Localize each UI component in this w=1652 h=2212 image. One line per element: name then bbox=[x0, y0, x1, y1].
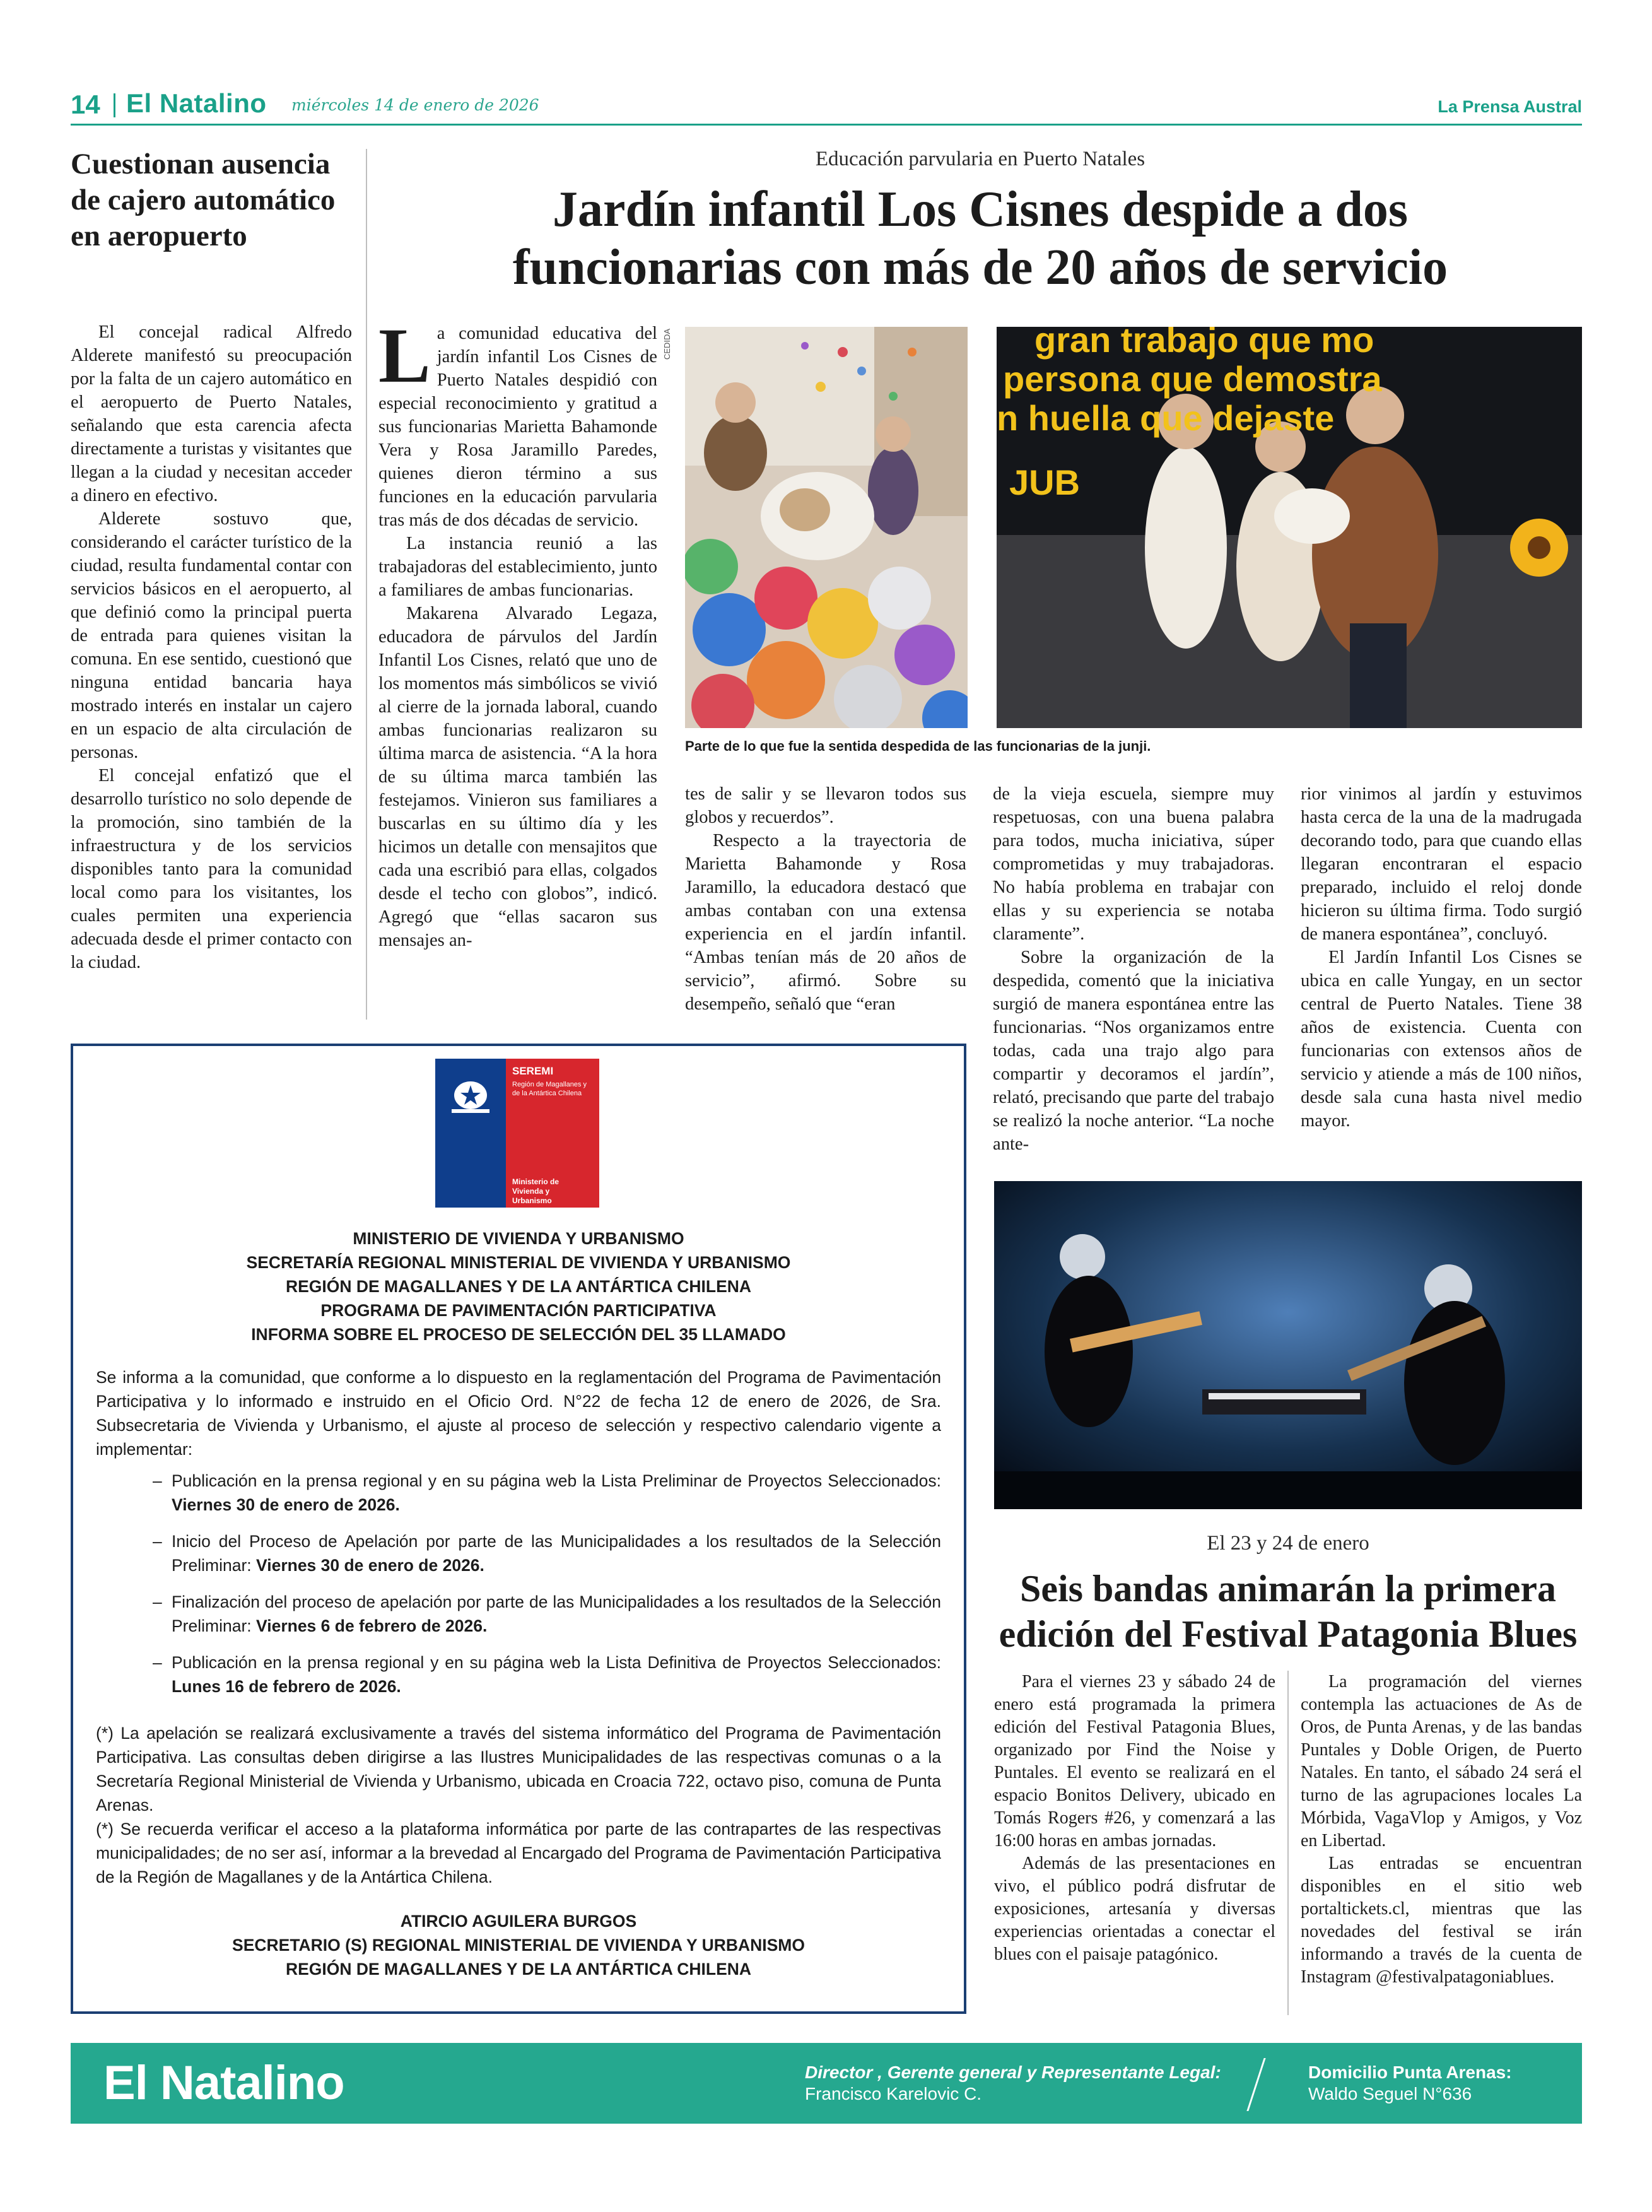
blues-paragraph: La programación del viernes contempla las actuaciones de As de Oros, de Punta Arenas, y de las bandas Puntales y Doble Origen, de Puerto Natales. En tanto, el sábado 24 será el turno de las agrupaciones locales La Mórbida, VagaVlop y Amigos, y Voz en Libertad. bbox=[1301, 1672, 1582, 1850]
blues-paragraph: Para el viernes 23 y sábado 24 de enero está programada la primera edición del Festival Patagonia Blues, organizado por Find the Noise y Puntales. El evento se realizará en el espacio Bonitos Delivery, ubicado en Tomás Rogers #26, y comenzará a las 16:00 horas en ambas jornadas. bbox=[994, 1672, 1275, 1850]
notice-signature bbox=[96, 1909, 941, 1981]
notice-heading-line: PROGRAMA DE PAVIMENTACIÓN PARTICIPATIVA bbox=[320, 1301, 717, 1320]
main-article-paragraph: tes de salir y se llevaron todos sus globos y recuerdos”. bbox=[685, 784, 966, 827]
section-name: El Natalino bbox=[126, 88, 267, 118]
notice-content bbox=[96, 1227, 941, 1981]
main-article-kicker: Educación parvularia en Puerto Natales bbox=[815, 148, 1145, 170]
left-article-paragraph: El concejal enfatizó que el desarrollo turístico no solo depende de la promoción, sino también de la infraestructura y de los servicios disponibles tanto para la comunidad local como para los visitantes, los cuales permiten una experiencia adecuada desde el primer contacto con la ciudad. bbox=[71, 766, 352, 972]
publication-name: La Prensa Austral bbox=[1438, 97, 1582, 116]
blues-col-1 bbox=[994, 1671, 1275, 1966]
banner-line: JUB bbox=[1009, 462, 1081, 502]
coat-of-arms-icon bbox=[445, 1071, 496, 1115]
headline-line: edición del Festival Patagonia Blues bbox=[999, 1613, 1578, 1655]
logo-ministry: Ministerio de Vivienda y Urbanismo bbox=[512, 1177, 559, 1205]
blues-paragraph: Las entradas se encuentran disponibles en el sitio web portaltickets.cl, mientras que las novedades del festival se irán informando a través de la cuenta de Instagram @festivalpatagoniablues. bbox=[1301, 1854, 1582, 1987]
headline-line: funcionarias con más de 20 años de servicio bbox=[512, 240, 1448, 295]
main-article-paragraph: rior vinimos al jardín y estuvimos hasta cerca de la una de la madrugada decorando todo, para que cuando ellas llegaran encontraran el espacio preparado, incluido el reloj donde hicieron su última firma. Todo surgió de manera espontánea”, concluyó. bbox=[1301, 784, 1582, 944]
notice-heading-line: REGIÓN DE MAGALLANES Y DE LA ANTÁRTICA CHILENA bbox=[285, 1277, 752, 1296]
government-notice bbox=[71, 1044, 966, 2014]
photo-farewell-balloons bbox=[685, 327, 968, 728]
banner-line: n huella que dejaste bbox=[997, 398, 1335, 438]
blues-col-2 bbox=[1301, 1671, 1582, 1989]
header-rule bbox=[71, 124, 1582, 126]
main-article-col-1 bbox=[378, 312, 657, 952]
issue-date: miércoles 14 de enero de 2026 bbox=[291, 96, 539, 114]
calendar-item: – Publicación en la prensa regional y en su página web la Lista Preliminar de Proyectos Seleccionados: Viernes 30 de enero de 2026. bbox=[153, 1471, 941, 1514]
main-article-paragraph: de la vieja escuela, siempre muy respetuosas, con una buena palabra para todos, mucha iniciativa, súper comprometidas y muy trabajadoras. No había problema en trabajar con ellas y su experiencia se notaba claramente”. bbox=[993, 784, 1274, 944]
address-value: Waldo Seguel N°636 bbox=[1308, 2084, 1472, 2103]
column-divider bbox=[1287, 1671, 1289, 2015]
footer-band bbox=[71, 2043, 1582, 2124]
logo-title: SEREMI bbox=[512, 1065, 554, 1077]
page-header bbox=[71, 90, 1582, 125]
calendar-item: – Finalización del proceso de apelación por parte de las Municipalidades a los resultados de la Selección Preliminar: Viernes 6 de febrero de 2026. bbox=[153, 1592, 941, 1635]
logo-blue-lower bbox=[435, 1139, 506, 1208]
blues-paragraph: Además de las presentaciones en vivo, el público podrá disfrutar de exposiciones, artesanía y diversas experiencias orientadas a conectar el blues con el paisaje patagónico. bbox=[994, 1854, 1275, 1964]
main-article-col-2 bbox=[685, 782, 966, 1016]
signature-line: REGIÓN DE MAGALLANES Y DE LA ANTÁRTICA CHILENA bbox=[285, 1960, 752, 1979]
main-article-paragraph: Respecto a la trayectoria de Marietta Bahamonde y Rosa Jaramillo, la educadora destacó que ambas contaban con una extensa experiencia en el jardín infantil. “Ambas tenían más de 20 años de servicio”, afirmó. Sobre su desempeño, señaló que “eran bbox=[685, 831, 966, 1014]
header-divider bbox=[114, 93, 115, 117]
main-article-paragraph: El Jardín Infantil Los Cisnes se ubica en calle Yungay, en un sector central de Puerto Natales. Tiene 38 años de existencia. Cuenta con funcionarias con extensos años de servicio y atiende a más de 100 niños, desde sala cuna hasta nivel medio mayor. bbox=[1301, 948, 1582, 1131]
main-article-paragraph: Sobre la organización de la despedida, comentó que la iniciativa surgió de manera espontánea entre las funcionarias. “Nos organizamos entre todas, cada una trajo algo para compartir y decoramos el jardín”, relató, precisando que parte del trabajo se realizó la noche anterior. “La noche ante- bbox=[993, 948, 1274, 1154]
notice-note: (*) Se recuerda verificar el acceso a la plataforma informática por parte de las contrapartes de las respectivas municipalidades; de no ser así, informar a la brevedad al Encargado del Programa de Pavimentación Participativa de la Región de Magallanes y de la Antártica Chilena. bbox=[96, 1820, 941, 1886]
signature-line: ATIRCIO AGUILERA BURGOS bbox=[400, 1912, 637, 1931]
notice-note: (*) La apelación se realizará exclusivamente a través del sistema informático del Programa de Pavimentación Participativa. Las consultas deben dirigirse a las Ilustres Municipalidades de las respectivas comunas o a la Secretaría Regional Ministerial de Vivienda y Urbanismo, ubicada en Croacia 722, octavo piso, comuna de Punta Arenas. bbox=[96, 1724, 941, 1815]
banner-text bbox=[997, 327, 1582, 502]
left-article-paragraph: El concejal radical Alfredo Alderete manifestó su preocupación por la falta de un cajero automático en el aeropuerto de Puerto Natales, señalando que esta carencia afecta directamente a turistas y visitantes que llegan a la ciudad y necesitan acceder a dinero en efectivo. bbox=[71, 322, 352, 505]
left-article-body bbox=[71, 321, 352, 974]
seremi-logo bbox=[435, 1059, 599, 1208]
blues-kicker: El 23 y 24 de enero bbox=[1207, 1532, 1369, 1555]
notice-calendar bbox=[96, 1469, 941, 1698]
main-article-col-3 bbox=[993, 782, 1274, 1156]
notice-heading-line: INFORMA SOBRE EL PROCESO DE SELECCIÓN DEL 35 LLAMADO bbox=[251, 1325, 786, 1344]
photo-credit: CEDIDA bbox=[662, 328, 672, 360]
left-article-title: Cuestionan ausencia de cajero automático en aeropuerto bbox=[71, 148, 336, 252]
main-article-col-4 bbox=[1301, 782, 1582, 1132]
photo-caption: Parte de lo que fue la sentida despedida de las funcionarias de la junji. bbox=[685, 738, 1151, 754]
photo-blues-concert bbox=[994, 1181, 1582, 1509]
main-article-headline bbox=[378, 180, 1582, 297]
headline-line: Jardín infantil Los Cisnes despide a dos bbox=[553, 182, 1408, 237]
footer-separator bbox=[1246, 2058, 1265, 2111]
photo-illustration bbox=[685, 327, 968, 728]
calendar-item: – Inicio del Proceso de Apelación por parte de las Municipalidades a los resultados de la Selección Preliminar: Viernes 30 de enero de 2026. bbox=[153, 1532, 941, 1575]
logo-region: Región de Magallanes y de la Antártica Chilena bbox=[512, 1081, 587, 1097]
drop-cap: L bbox=[378, 312, 431, 399]
footer-address bbox=[1308, 2062, 1512, 2105]
main-article-paragraph: La comunidad educativa del jardín infantil Los Cisnes de Puerto Natales despidió con especial reconocimiento y gratitud a sus funcionarias Marietta Bahamonde Vera y Rosa Jaramillo Paredes, quienes dieron término a sus funciones en la educación parvularia tras más de dos décadas de servicio. bbox=[378, 312, 657, 530]
banner-line: gran trabajo que mo bbox=[1034, 327, 1374, 360]
column-divider bbox=[366, 149, 367, 1020]
notice-heading-line: MINISTERIO DE VIVIENDA Y URBANISMO bbox=[353, 1229, 684, 1248]
blues-headline bbox=[994, 1566, 1582, 1657]
address-label: Domicilio Punta Arenas: bbox=[1308, 2062, 1512, 2082]
page-number: 14 bbox=[71, 90, 100, 119]
director-label: Director , Gerente general y Representante Legal: bbox=[805, 2062, 1221, 2082]
notice-heading bbox=[96, 1227, 941, 1346]
footer-director bbox=[805, 2062, 1221, 2105]
director-name: Francisco Karelovic C. bbox=[805, 2084, 982, 2103]
photo-illustration bbox=[994, 1181, 1582, 1509]
signature-line: SECRETARIO (S) REGIONAL MINISTERIAL DE VIVIENDA Y URBANISMO bbox=[232, 1936, 805, 1955]
photo-farewell-banner bbox=[997, 327, 1582, 728]
notice-intro: Se informa a la comunidad, que conforme a lo dispuesto en la reglamentación del Programa de Pavimentación Participativa y lo informado e instruido en el Oficio Ord. N°22 de fecha 12 de enero de 2026, de Sra. Subsecretaria de Vivienda y Urbanismo, el ajuste al proceso de selección y respectivo calendario vigente a implementar: bbox=[96, 1368, 941, 1459]
calendar-item: – Publicación en la prensa regional y en su página web la Lista Definitiva de Proyectos Seleccionados: Lunes 16 de febrero de 2026. bbox=[153, 1653, 941, 1696]
headline-line: Seis bandas animarán la primera bbox=[1019, 1568, 1557, 1609]
main-article-paragraph: Makarena Alvarado Legaza, educadora de párvulos del Jardín Infantil Los Cisnes, relató que uno de los momentos más simbólicos se vivió al cierre de la jornada laboral, cuando ambas funcionarias realizaron su última marca de asistencia. “A la hora de su última marca también las festejamos. Vinieron sus familiares a buscarlas en su último día y les hicimos un detalle con mensajitos que cada una escribió para ellas, colgados desde el techo con globos”, indicó. Agregó que “ellas sacaron sus mensajes an- bbox=[378, 604, 657, 950]
left-article-paragraph: Alderete sostuvo que, considerando el carácter turístico de la ciudad, resulta fundamental contar con servicios básicos en el aeropuerto, al que definió como la principal puerta de entrada para quienes visitan la comuna. En ese sentido, cuestionó que ninguna entidad bancaria haya mostrado interés en instalar un cajero en un espacio de alta circulación de personas. bbox=[71, 509, 352, 762]
banner-line: persona que demostra bbox=[1003, 359, 1382, 399]
notice-heading-line: SECRETARÍA REGIONAL MINISTERIAL DE VIVIENDA Y URBANISMO bbox=[246, 1253, 791, 1272]
main-article-paragraph: La instancia reunió a las trabajadoras del establecimiento, junto a familiares de ambas funcionarias. bbox=[378, 534, 657, 600]
footer-logo: El Natalino bbox=[103, 2056, 344, 2110]
